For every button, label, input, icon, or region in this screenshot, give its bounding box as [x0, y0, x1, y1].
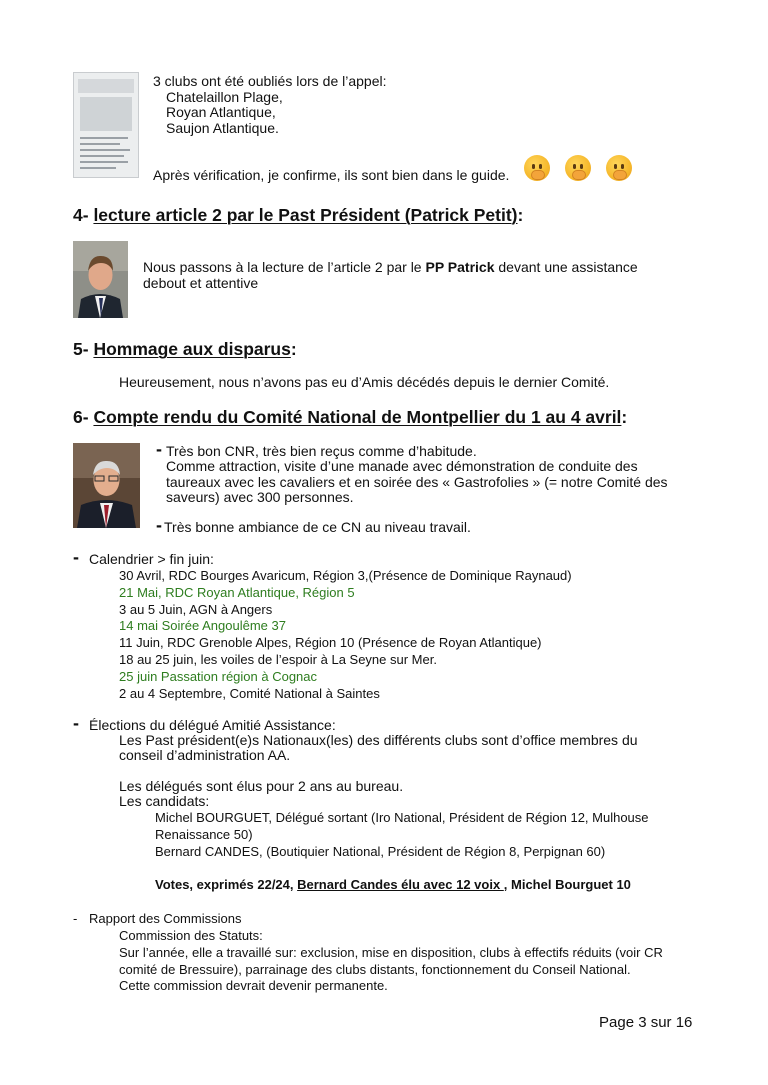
page-number: Page 3 sur 16 — [599, 1014, 693, 1031]
face-with-hand-over-mouth-icon — [606, 155, 632, 181]
club-item: Chatelaillon Plage, — [166, 89, 283, 105]
commissions-text: Cette commission devrait devenir permanente. — [119, 978, 388, 993]
section-4-text: Nous passons à la lecture de l’article 2 par le PP Patrick devant une assistance — [143, 259, 638, 275]
elections-text: Les délégués sont élus pour 2 ans au bureau. — [119, 778, 404, 794]
calendar-item: 11 Juin, RDC Grenoble Alpes, Région 10 (Présence de Royan Atlantique) — [119, 635, 542, 651]
section-4-heading: 4- lecture article 2 par le Past Président (Patrick Petit): — [73, 205, 524, 225]
section-4-text-cont: debout et attentive — [143, 275, 259, 291]
section-6-title: Compte rendu du Comité National de Montpellier du 1 au 4 avril — [93, 407, 622, 427]
intro-line: 3 clubs ont été oubliés lors de l’appel: — [153, 73, 387, 89]
calendar-item: 30 Avril, RDC Bourges Avaricum, Région 3,(Présence de Dominique Raynaud) — [119, 568, 572, 583]
section-6-p2: Très bonne ambiance de ce CN au niveau travail. — [164, 519, 471, 535]
bullet-dash: - — [156, 515, 162, 535]
calendar-item: 3 au 5 Juin, AGN à Angers — [119, 601, 273, 617]
face-with-hand-over-mouth-icon — [524, 155, 550, 181]
bullet-dash: - — [156, 439, 162, 459]
section-5-title: Hommage aux disparus — [93, 339, 291, 359]
calendar-item: 25 juin Passation région à Cognac — [119, 668, 318, 684]
section-6-p1: saveurs) avec 300 personnes. — [166, 489, 354, 505]
bullet-dash: - — [73, 911, 78, 926]
portrait-photo-patrick — [73, 241, 128, 318]
candidate-text: Michel BOURGUET, Délégué sortant (Iro National, Président de Région 12, Mulhouse — [155, 810, 649, 825]
commissions-sub: Commission des Statuts: — [119, 928, 263, 943]
calendar-item: 2 au 4 Septembre, Comité National à Saintes — [119, 685, 380, 701]
candidate-text: Bernard CANDES, (Boutiquier National, Président de Région 8, Perpignan 60) — [155, 844, 606, 859]
face-with-hand-over-mouth-icon — [565, 155, 591, 181]
calendar-item: 18 au 25 juin, les voiles de l’espoir à La Seyne sur Mer. — [119, 652, 437, 667]
elections-label: Élections du délégué Amitié Assistance: — [89, 717, 336, 733]
section-6-p1: taureaux avec les cavaliers et en soirée des « Gastrofolies » (= notre Comité des — [166, 474, 668, 490]
section-4-title: lecture article 2 par le Past Président (Patrick Petit) — [93, 205, 518, 225]
calendar-item: 21 Mai, RDC Royan Atlantique, Région 5 — [119, 584, 355, 600]
bullet-dash: - — [73, 547, 79, 567]
club-item: Royan Atlantique, — [166, 104, 276, 120]
club-item: Saujon Atlantique. — [166, 120, 279, 136]
confirm-text: Après vérification, je confirme, ils sont bien dans le guide. — [153, 167, 510, 183]
elections-text: conseil d’administration AA. — [119, 747, 291, 763]
portrait-photo-president — [73, 443, 140, 528]
calendar-item: 14 mai Soirée Angoulême 37 — [119, 618, 286, 634]
bullet-dash: - — [73, 713, 79, 733]
candidate-text: Renaissance 50) — [155, 827, 253, 842]
section-6-heading: 6- Compte rendu du Comité National de Montpellier du 1 au 4 avril: — [73, 407, 628, 427]
commissions-label: Rapport des Commissions — [89, 911, 242, 926]
section-5-text: Heureusement, nous n’avons pas eu d’Amis décédés depuis le dernier Comité. — [119, 374, 610, 390]
section-6-p1: Comme attraction, visite d’une manade avec démonstration de conduite des — [166, 458, 638, 474]
elections-text: Les Past président(e)s Nationaux(les) des différents clubs sont d’office membres du — [119, 732, 638, 748]
elections-text: Les candidats: — [119, 793, 210, 809]
calendar-label: Calendrier > fin juin: — [89, 551, 214, 567]
section-5-heading: 5- Hommage aux disparus: — [73, 339, 297, 359]
guide-thumbnail — [73, 72, 139, 178]
commissions-text: comité de Bressuire), parrainage des clubs distants, fonctionnement du Conseil National. — [119, 962, 631, 977]
votes-result: Votes, exprimés 22/24, Bernard Candes élu avec 12 voix , Michel Bourguet 10 — [155, 877, 631, 892]
section-6-p1: Très bon CNR, très bien reçus comme d’habitude. — [166, 443, 477, 459]
commissions-text: Sur l’année, elle a travaillé sur: exclusion, mise en disposition, clubs à effectifs réduits (voir CR — [119, 945, 663, 960]
